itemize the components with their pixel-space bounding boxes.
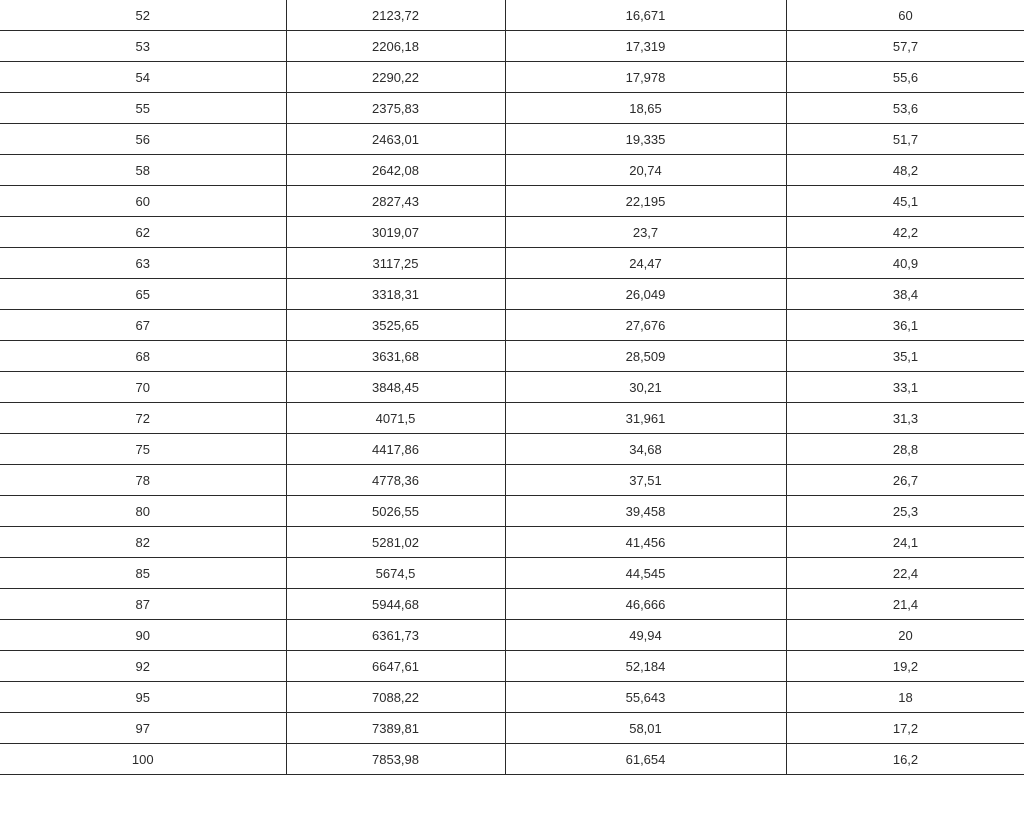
col-1-cell: 63: [0, 248, 286, 279]
col-3-cell: 28,509: [505, 341, 786, 372]
col-4-cell: 19,2: [786, 651, 1024, 682]
col-4-cell: 51,7: [786, 124, 1024, 155]
col-1-cell: 72: [0, 403, 286, 434]
col-4-cell: 36,1: [786, 310, 1024, 341]
col-3-cell: 30,21: [505, 372, 786, 403]
col-1-cell: 78: [0, 465, 286, 496]
col-1-cell: 53: [0, 31, 286, 62]
col-1-cell: 85: [0, 558, 286, 589]
col-2-cell: 2375,83: [286, 93, 505, 124]
col-1-cell: 97: [0, 713, 286, 744]
col-2-cell: 3318,31: [286, 279, 505, 310]
table-row: [0, 279, 1024, 310]
col-3-cell: 24,47: [505, 248, 786, 279]
col-3-cell: 52,184: [505, 651, 786, 682]
col-4-cell: 24,1: [786, 527, 1024, 558]
col-3-cell: 26,049: [505, 279, 786, 310]
col-1-cell: 58: [0, 155, 286, 186]
col-2-cell: 4417,86: [286, 434, 505, 465]
table-row: [0, 310, 1024, 341]
table-row: [0, 527, 1024, 558]
col-4-cell: 21,4: [786, 589, 1024, 620]
col-2-cell: 2463,01: [286, 124, 505, 155]
col-1-cell: 65: [0, 279, 286, 310]
col-2-cell: 4071,5: [286, 403, 505, 434]
col-2-cell: 2642,08: [286, 155, 505, 186]
col-3-cell: 18,65: [505, 93, 786, 124]
col-1-cell: 55: [0, 93, 286, 124]
table-row: [0, 248, 1024, 279]
table-row: [0, 155, 1024, 186]
col-3-cell: 41,456: [505, 527, 786, 558]
col-4-cell: 57,7: [786, 31, 1024, 62]
table-row: [0, 217, 1024, 248]
col-4-cell: 33,1: [786, 372, 1024, 403]
col-1-cell: 70: [0, 372, 286, 403]
col-2-cell: 7088,22: [286, 682, 505, 713]
col-1-cell: 60: [0, 186, 286, 217]
col-3-cell: 27,676: [505, 310, 786, 341]
col-2-cell: 5674,5: [286, 558, 505, 589]
col-4-cell: 20: [786, 620, 1024, 651]
col-4-cell: 53,6: [786, 93, 1024, 124]
col-4-cell: 17,2: [786, 713, 1024, 744]
col-4-cell: 45,1: [786, 186, 1024, 217]
col-1-cell: 67: [0, 310, 286, 341]
col-2-cell: 2827,43: [286, 186, 505, 217]
table-row: [0, 434, 1024, 465]
col-4-cell: 28,8: [786, 434, 1024, 465]
table-row: [0, 465, 1024, 496]
col-3-cell: 23,7: [505, 217, 786, 248]
col-3-cell: 49,94: [505, 620, 786, 651]
col-4-cell: 35,1: [786, 341, 1024, 372]
col-3-cell: 31,961: [505, 403, 786, 434]
col-3-cell: 44,545: [505, 558, 786, 589]
col-3-cell: 34,68: [505, 434, 786, 465]
col-2-cell: 3525,65: [286, 310, 505, 341]
table-row: [0, 372, 1024, 403]
table-row: [0, 124, 1024, 155]
table-row: [0, 744, 1024, 775]
col-3-cell: 17,319: [505, 31, 786, 62]
table-row: [0, 341, 1024, 372]
col-2-cell: 3631,68: [286, 341, 505, 372]
col-4-cell: 55,6: [786, 62, 1024, 93]
col-4-cell: 60: [786, 0, 1024, 31]
col-1-cell: 100: [0, 744, 286, 775]
col-3-cell: 46,666: [505, 589, 786, 620]
col-2-cell: 4778,36: [286, 465, 505, 496]
col-2-cell: 2206,18: [286, 31, 505, 62]
col-4-cell: 18: [786, 682, 1024, 713]
table-row: [0, 558, 1024, 589]
table-row: [0, 62, 1024, 93]
table-row: [0, 651, 1024, 682]
col-2-cell: 7853,98: [286, 744, 505, 775]
col-2-cell: 5026,55: [286, 496, 505, 527]
col-3-cell: 20,74: [505, 155, 786, 186]
col-3-cell: 16,671: [505, 0, 786, 31]
table-row: [0, 0, 1024, 31]
col-3-cell: 39,458: [505, 496, 786, 527]
col-4-cell: 48,2: [786, 155, 1024, 186]
col-3-cell: 58,01: [505, 713, 786, 744]
col-2-cell: 6361,73: [286, 620, 505, 651]
col-4-cell: 40,9: [786, 248, 1024, 279]
col-1-cell: 56: [0, 124, 286, 155]
table-row: [0, 186, 1024, 217]
col-4-cell: 25,3: [786, 496, 1024, 527]
table-row: [0, 496, 1024, 527]
col-2-cell: 7389,81: [286, 713, 505, 744]
col-2-cell: 6647,61: [286, 651, 505, 682]
table-row: [0, 589, 1024, 620]
col-1-cell: 95: [0, 682, 286, 713]
col-4-cell: 42,2: [786, 217, 1024, 248]
col-1-cell: 52: [0, 0, 286, 31]
col-4-cell: 31,3: [786, 403, 1024, 434]
col-1-cell: 82: [0, 527, 286, 558]
col-3-cell: 19,335: [505, 124, 786, 155]
col-2-cell: 3019,07: [286, 217, 505, 248]
col-1-cell: 62: [0, 217, 286, 248]
col-1-cell: 92: [0, 651, 286, 682]
col-2-cell: 2123,72: [286, 0, 505, 31]
col-3-cell: 55,643: [505, 682, 786, 713]
col-2-cell: 3117,25: [286, 248, 505, 279]
col-1-cell: 54: [0, 62, 286, 93]
col-3-cell: 17,978: [505, 62, 786, 93]
col-2-cell: 2290,22: [286, 62, 505, 93]
col-4-cell: 16,2: [786, 744, 1024, 775]
table-row: [0, 682, 1024, 713]
table-row: [0, 31, 1024, 62]
col-1-cell: 90: [0, 620, 286, 651]
col-3-cell: 37,51: [505, 465, 786, 496]
col-1-cell: 87: [0, 589, 286, 620]
table-row: [0, 403, 1024, 434]
col-4-cell: 22,4: [786, 558, 1024, 589]
col-2-cell: 5281,02: [286, 527, 505, 558]
col-1-cell: 75: [0, 434, 286, 465]
col-4-cell: 38,4: [786, 279, 1024, 310]
col-1-cell: 68: [0, 341, 286, 372]
col-3-cell: 22,195: [505, 186, 786, 217]
col-2-cell: 5944,68: [286, 589, 505, 620]
table-row: [0, 93, 1024, 124]
col-2-cell: 3848,45: [286, 372, 505, 403]
col-1-cell: 80: [0, 496, 286, 527]
table-row: [0, 713, 1024, 744]
col-4-cell: 26,7: [786, 465, 1024, 496]
col-3-cell: 61,654: [505, 744, 786, 775]
table-row: [0, 620, 1024, 651]
